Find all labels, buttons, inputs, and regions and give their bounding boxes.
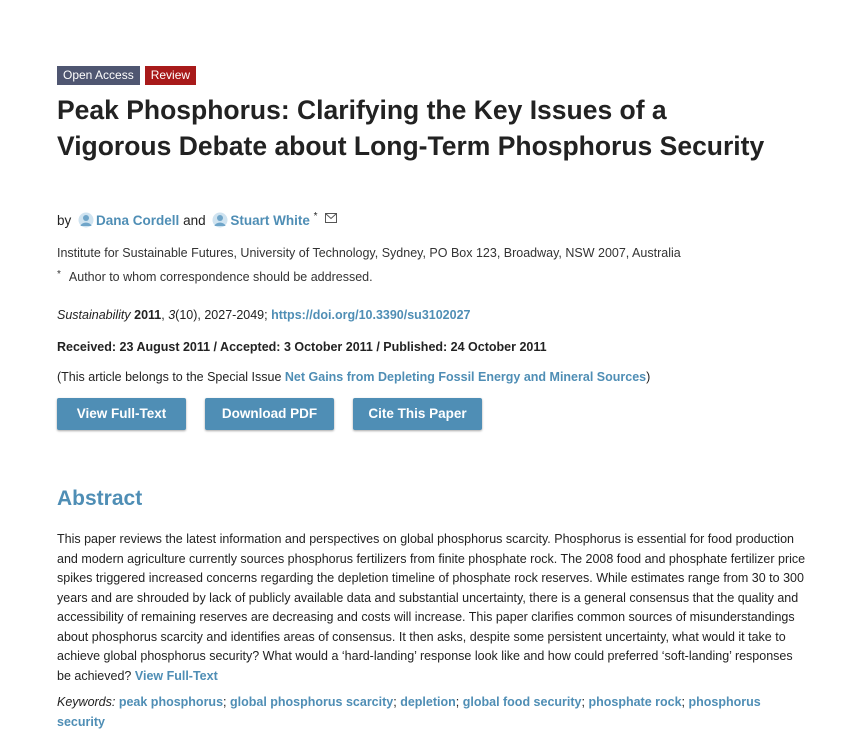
citation-year: 2011 [134, 308, 162, 322]
article-title: Peak Phosphorus: Clarifying the Key Issues of a Vigorous Debate about Long-Term Phosphorus Security [57, 95, 765, 161]
keyword-link[interactable]: depletion [400, 695, 456, 709]
citation-line: Sustainability 2011, 3(10), 2027-2049; https://doi.org/10.3390/su3102027 [57, 308, 471, 322]
keywords-label: Keywords: [57, 695, 116, 709]
correspondence-mark: * [57, 269, 61, 280]
citation-issue-pages: (10), 2027-2049; [175, 308, 268, 322]
keyword-link[interactable]: global food security [462, 695, 582, 709]
view-full-text-button[interactable]: View Full-Text [57, 398, 186, 430]
article-actions [57, 398, 482, 430]
special-issue-note [57, 370, 650, 384]
keyword-separator: ; [393, 695, 397, 709]
byline-conjunction: and [183, 213, 206, 228]
keyword-separator: ; [223, 695, 227, 709]
abstract-text [57, 530, 807, 686]
keyword-link[interactable]: phosphate rock [588, 695, 682, 709]
author-byline [57, 211, 337, 231]
author-avatar-icon [212, 212, 228, 231]
article-badges [57, 66, 196, 85]
special-issue-suffix: ) [646, 370, 651, 384]
author-link-stuart-white[interactable]: Stuart White [230, 213, 310, 228]
author-avatar-icon [78, 212, 94, 231]
download-pdf-button[interactable]: Download PDF [205, 398, 334, 430]
abstract-body: This paper reviews the latest information and perspectives on global phosphorus scarcity. Phosphorus is essential for food production and modern agriculture currently sources phosphorus fertilizers from finite phosphate rock. The 2008 food and phosphate fertilizer price spikes triggered increased concerns regarding the depletion timeline of phosphate rock reserves. While estimates range from 30 to 300 years and are shrouded by lack of publicly available data and substantial uncertainty, there is a general consensus that the quality and accessibility of remaining reserves are decreasing and costs will increase. This paper clarifies common sources of misunderstandings about phosphorus scarcity and identifies areas of consensus. It then asks, despite some persistent uncertainty, what would it take to achieve global phosphorus security? What would a ‘hard-landing’ response look like and how could preferred ‘soft-landing’ responses be achieved? [57, 532, 806, 683]
open-access-badge: Open Access [57, 66, 140, 85]
keyword-link[interactable]: phosphorus security [57, 695, 761, 729]
keyword-separator: ; [455, 695, 460, 709]
correspondence-note [57, 269, 373, 284]
corresponding-author-mark: * [313, 211, 318, 222]
keyword-link[interactable]: global phosphorus scarcity [230, 695, 394, 709]
byline-prefix: by [57, 213, 72, 228]
citation-volume: 3 [168, 308, 176, 322]
cite-paper-button[interactable]: Cite This Paper [353, 398, 482, 430]
envelope-icon[interactable] [325, 211, 337, 226]
abstract-view-full-text-link[interactable]: View Full-Text [134, 668, 218, 683]
author-link-dana-cordell[interactable]: Dana Cordell [96, 213, 180, 228]
keyword-separator: ; [581, 695, 585, 709]
special-issue-prefix: (This article belongs to the Special Issue [57, 370, 282, 384]
correspondence-text: Author to whom correspondence should be addressed. [68, 270, 373, 284]
keywords [57, 692, 807, 732]
special-issue-link[interactable]: Net Gains from Depleting Fossil Energy and Mineral Sources [284, 370, 647, 384]
keyword-separator: ; [681, 695, 686, 709]
author-affiliation: Institute for Sustainable Futures, University of Technology, Sydney, PO Box 123, Broadway, NSW 2007, Australia [57, 246, 681, 260]
doi-link[interactable]: https://doi.org/10.3390/su3102027 [271, 308, 471, 322]
keyword-link[interactable]: peak phosphorus [118, 695, 224, 709]
review-badge: Review [145, 66, 196, 85]
journal-name: Sustainability [57, 308, 131, 322]
abstract-heading: Abstract [57, 487, 143, 510]
publication-dates: Received: 23 August 2011 / Accepted: 3 October 2011 / Published: 24 October 2011 [57, 340, 547, 354]
